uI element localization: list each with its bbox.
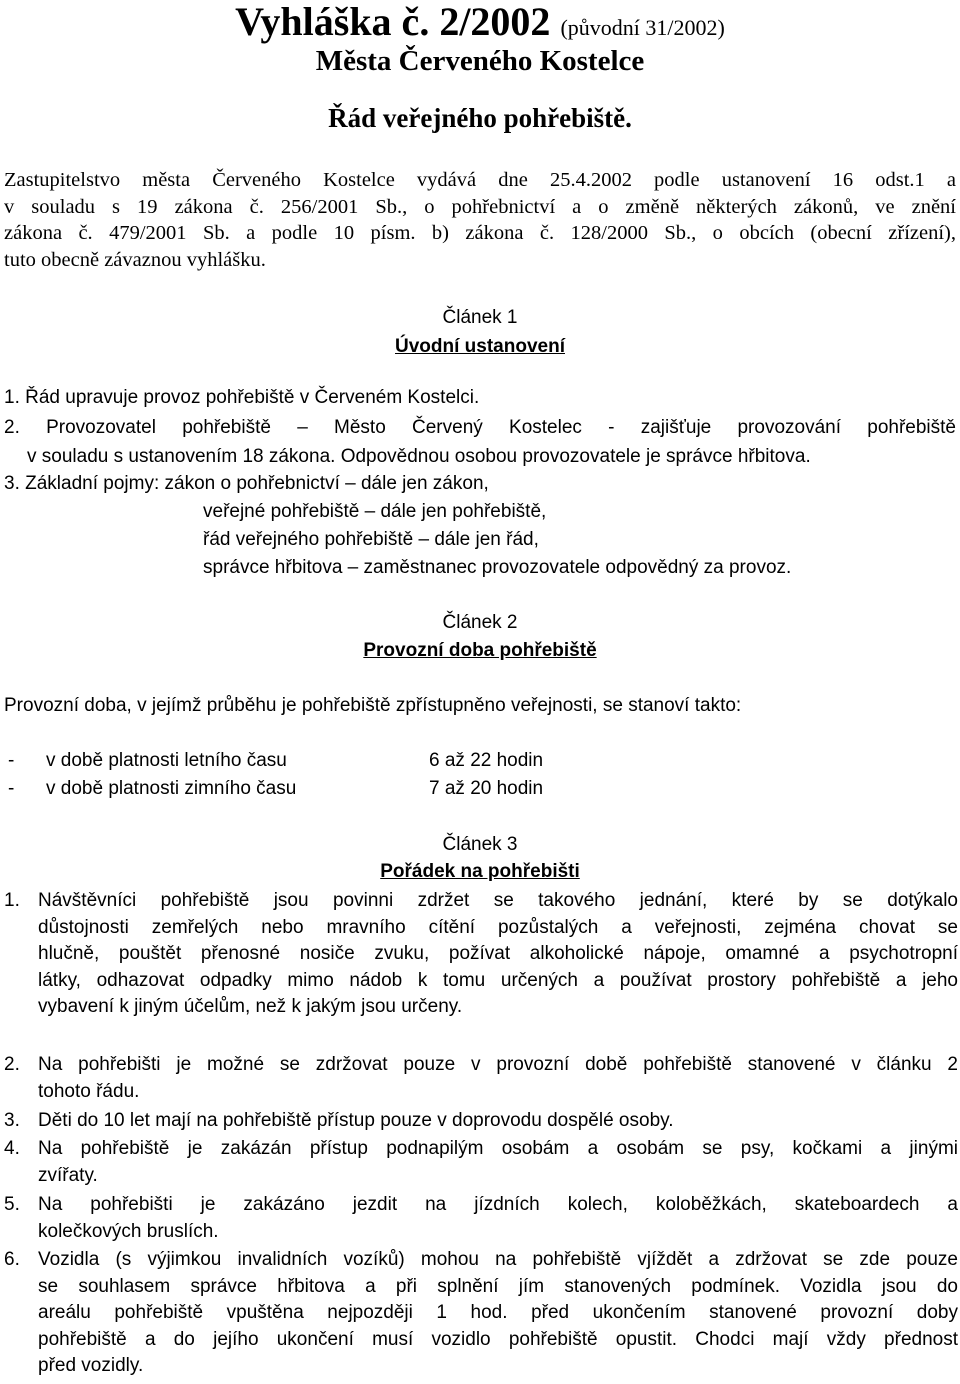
item-line: areálu pohřebiště vpuštěna nejpozději 1 hod. před ukončením stanovené provozní doby: [38, 1302, 958, 1324]
article-3-item-3: [38, 1107, 958, 1134]
item-line: pohřebiště a do jejího ukončení musí vozidlo pohřebiště opustit. Chodci mají vždy přednost: [38, 1328, 958, 1350]
item-line: před vozidly.: [38, 1355, 144, 1377]
article-1-item-3-line-3: řád veřejného pohřebiště – dále jen řád,: [203, 529, 539, 550]
article-2-intro: Provozní doba, v jejímž průběhu je pohřebiště zpřístupněno veřejnosti, se stanoví takto:: [4, 695, 742, 716]
row-dash: -: [8, 778, 15, 799]
city-name: Města Červeného Kostelce: [315, 45, 645, 77]
article-1-title-text: Úvodní ustanovení: [395, 336, 565, 357]
row-label: v době platnosti zimního času: [46, 778, 297, 799]
row-dash: -: [8, 750, 15, 771]
article-2-title-text: Provozní doba pohřebiště: [363, 640, 597, 661]
article-1-item-2-line-2: v souladu s ustanovením 18 zákona. Odpovědnou osobou provozovatele je správce hřbitova.: [27, 446, 811, 467]
row-hours: 6 až 22 hodin: [429, 750, 544, 771]
decree-number: Vyhláška č. 2/2002: [235, 0, 551, 44]
article-1-title: [0, 333, 960, 360]
article-3-title-text: Pořádek na pohřebišti: [380, 861, 580, 882]
decree-original-number: (původní 31/2002): [560, 15, 725, 40]
item-line: hlučně, pouštět přenosné nosiče zvuku, požívat alkoholické nápoje, omamné a psychotropní: [38, 943, 958, 965]
row-hours: 7 až 20 hodin: [429, 778, 544, 799]
item-line: důstojnosti zemřelých nebo mravního cítění pozůstalých a veřejnosti, zejména chovat se: [38, 916, 958, 938]
item-line: Děti do 10 let mají na pohřebiště přístup pouze v doprovodu dospělé osoby.: [38, 1110, 674, 1131]
article-3-heading: Článek 3: [442, 834, 518, 855]
article-1-heading: Článek 1: [442, 307, 518, 328]
article-1-item-3-line-4: správce hřbitova – zaměstnanec provozovatele odpovědný za provoz.: [203, 557, 792, 578]
article-3-item-2: [38, 1051, 958, 1104]
article-3-title: [0, 858, 960, 885]
item-line: se souhlasem správce hřbitova a při splnění jím stanovených podmínek. Vozidla jsou do: [38, 1275, 958, 1297]
item-number: 2.: [4, 1054, 20, 1075]
item-number: 4.: [4, 1138, 20, 1159]
document-name: Řád veřejného pohřebiště.: [328, 103, 632, 133]
intro-line: tuto obecně závaznou vyhlášku.: [4, 248, 266, 271]
article-3-item-1: [38, 887, 958, 1020]
article-1-item-2-line-1: 2. Provozovatel pohřebiště – Město Červený Kostelec - zajišťuje provozování pohřebiště: [4, 417, 956, 438]
article-1-item-3-line-1: 3. Základní pojmy: zákon o pohřebnictví – dále jen zákon,: [4, 473, 489, 494]
item-line: látky, odhazovat odpadky mimo nádob k tomu určených a používat prostory pohřebiště a jeho: [38, 969, 958, 991]
item-line: Na pohřebišti je možné se zdržovat pouze v provozní době pohřebiště stanovené v článku 2: [38, 1054, 958, 1075]
item-line: Na pohřebiště je zakázán přístup podnapilým osobám a osobám se psy, kočkami a jinými: [38, 1138, 958, 1159]
article-3-item-4: [38, 1135, 958, 1188]
article-3-item-6: [38, 1246, 958, 1379]
item-line: vybavení k jiným účelům, než k jakým jsou určeny.: [38, 996, 463, 1018]
item-number: 6.: [4, 1249, 20, 1270]
item-number: 1.: [4, 890, 20, 911]
intro-paragraph: [4, 167, 956, 273]
article-2-title: [0, 637, 960, 664]
item-line: kolečkových bruslích.: [38, 1220, 219, 1242]
article-1-item-1: 1. Řád upravuje provoz pohřebiště v Červeném Kostelci.: [4, 387, 480, 408]
item-line: zvířaty.: [38, 1164, 98, 1186]
article-2-heading: Článek 2: [442, 612, 518, 633]
item-line: Návštěvníci pohřebiště jsou povinni zdržet se takového jednání, které by se dotýkalo: [38, 890, 958, 911]
intro-line: Zastupitelstvo města Červeného Kostelce vydává dne 25.4.2002 podle ustanovení 16 odst.1 a: [4, 169, 956, 191]
row-label: v době platnosti letního času: [46, 750, 287, 771]
item-number: 5.: [4, 1194, 20, 1215]
item-line: Vozidla (s výjimkou invalidních vozíků) mohou na pohřebiště vjíždět a zdržovat se zde pouze: [38, 1249, 958, 1270]
intro-line: zákona č. 479/2001 Sb. a podle 10 písm. b) zákona č. 128/2000 Sb., o obcích (obecní zřízení),: [4, 222, 956, 244]
article-3-item-5: [38, 1191, 958, 1244]
item-line: Na pohřebišti je zakázáno jezdit na jízdních kolech, koloběžkách, skateboardech a: [38, 1194, 958, 1215]
article-1-item-3-line-2: veřejné pohřebiště – dále jen pohřebiště,: [203, 501, 547, 522]
intro-line: v souladu s 19 zákona č. 256/2001 Sb., o pohřebnictví a o změně některých zákonů, ve znění: [4, 195, 956, 218]
decree-title: [0, 0, 960, 50]
item-number: 3.: [4, 1110, 20, 1131]
item-line: tohoto řádu.: [38, 1080, 140, 1102]
